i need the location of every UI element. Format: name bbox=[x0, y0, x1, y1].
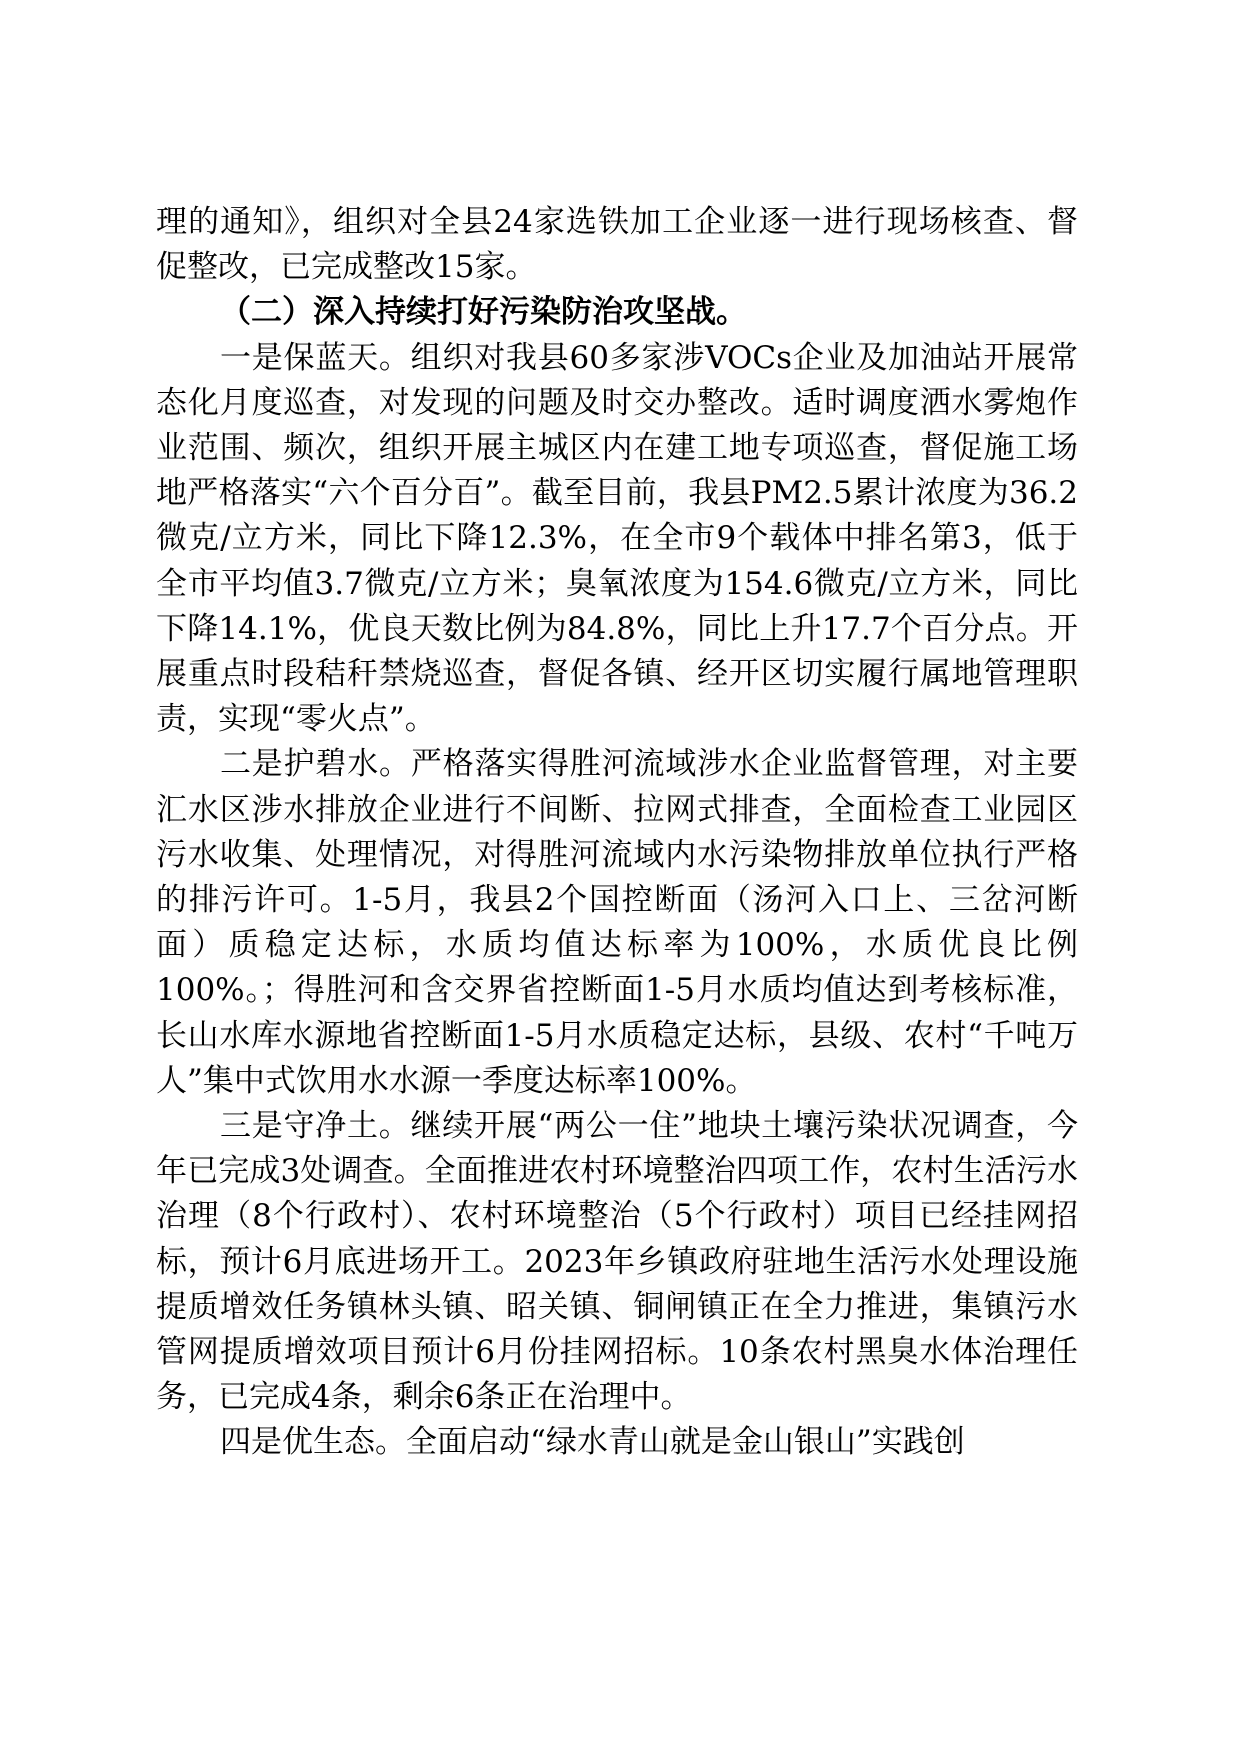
section-heading: （二）深入持续打好污染防治攻坚战。 bbox=[220, 294, 747, 331]
paragraph-ecology: 四是优生态。全面启动“绿水青山就是金山银山”实践创 bbox=[220, 1424, 965, 1461]
paragraph-clean-soil: 三是守净土。继续开展“两公一住”地块土壤污染状况调查，今年已完成3处调查。全面推进农村环境整治四项工作，农村生活污水治理（8个行政村）、农村环境整治（5个行政村）项目已经挂网招标，预计6月底进场开工。2023年乡镇政府驻地生活污水处理设施提质增效任务镇林头镇、昭关镇、铜闸镇正在全力推进，集镇污水管网提质增效项目预计6月份挂网招标。10条农村黑臭水体治理任务，已完成4条，剩余6条正在治理中。 bbox=[156, 1108, 1078, 1416]
paragraph-blue-sky: 一是保蓝天。组织对我县60多家涉VOCs企业及加油站开展常态化月度巡查，对发现的问题及时交办整改。适时调度洒水雾炮作业范围、频次，组织开展主城区内在建工地专项巡查，督促施工场地严格落实“六个百分百”。截至目前，我县PM2.5累计浓度为36.2微克/立方米，同比下降12.3%，在全市9个载体中排名第3，低于全市平均值3.7微克/立方米；臭氧浓度为154.6微克/立方米，同比下降14.1%，优良天数比例为84.8%，同比上升17.7个百分点。开展重点时段秸秆禁烧巡查，督促各镇、经开区切实履行属地管理职责，实现“零火点”。 bbox=[156, 339, 1078, 738]
paragraph-clear-water: 二是护碧水。严格落实得胜河流域涉水企业监督管理，对主要汇水区涉水排放企业进行不间断、拉网式排查，全面检查工业园区污水收集、处理情况，对得胜河流域内水污染物排放单位执行严格的排污许可。1-5月，我县2个国控断面（汤河入口上、三岔河断面）质稳定达标，水质均值达标率为100%，水质优良比例100%。；得胜河和含交界省控断面1-5月水质均值达到考核标准，长山水库水源地省控断面1-5月水质稳定达标，县级、农村“千吨万人”集中式饮用水水源一季度达标率100%。 bbox=[156, 746, 1078, 1099]
document-body bbox=[156, 200, 1078, 1466]
paragraph-continuation: 理的通知》，组织对全县24家选铁加工企业逐一进行现场核查、督促整改，已完成整改15家。 bbox=[156, 204, 1078, 286]
